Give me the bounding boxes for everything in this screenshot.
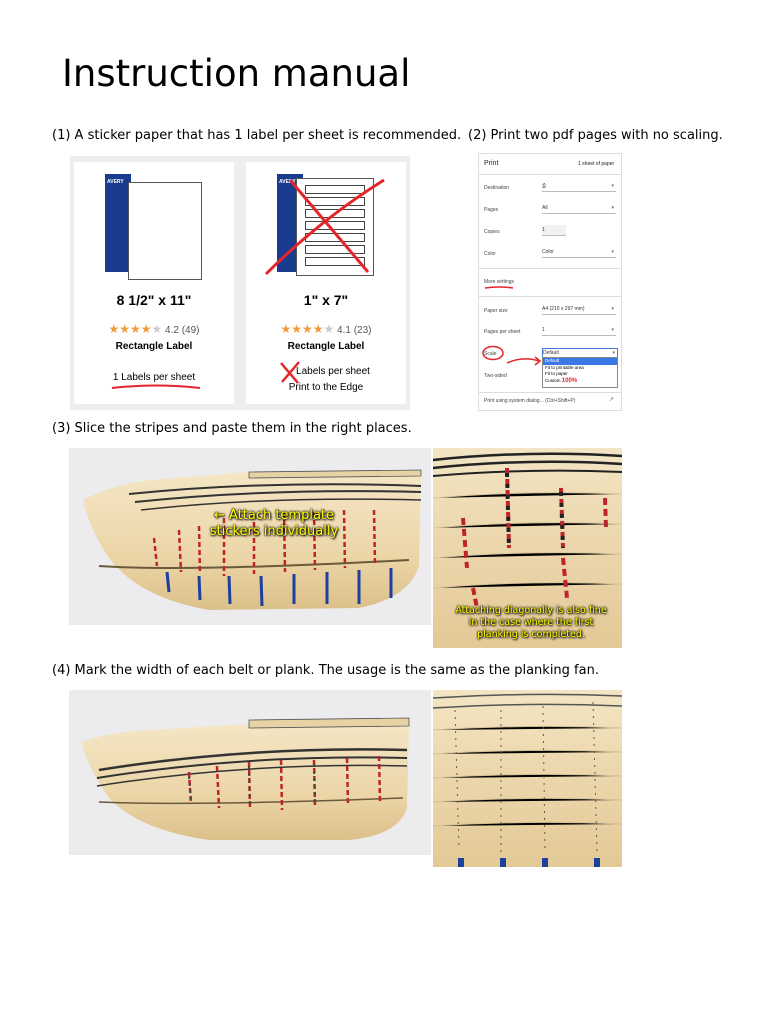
row-color-label: Color	[484, 251, 496, 257]
paper-size-select[interactable]: A4 (210 x 297 mm) ▾	[542, 304, 616, 315]
system-dialog-link[interactable]: Print using system dialog... (Ctrl+Shift+P)	[484, 398, 576, 404]
avery-logo: AVERY	[107, 179, 124, 185]
chevron-down-icon: ▾	[611, 249, 614, 255]
ship-hull-photo-2	[69, 690, 431, 855]
rating-star-empty: ★	[323, 322, 335, 336]
dropdown-option-default[interactable]: Default	[543, 358, 617, 365]
ship-hull-closeup-1	[433, 448, 622, 648]
red-underline	[110, 382, 202, 392]
copies-input[interactable]: 1	[542, 225, 566, 236]
chevron-down-icon: ▾	[612, 350, 615, 356]
product-name: Rectangle Label	[115, 341, 193, 352]
chevron-down-icon: ▾	[611, 205, 614, 211]
row-paper-size-label: Paper size	[484, 308, 508, 314]
print-to-edge: Print to the Edge	[288, 382, 364, 393]
chevron-down-icon: ▾	[611, 306, 614, 312]
dropdown-option-fit-paper[interactable]: Fit to paper	[545, 371, 568, 376]
product-size: 1" x 7"	[303, 292, 349, 308]
sticker-paper-figure	[70, 156, 410, 410]
pages-per-sheet-select[interactable]: 1 ▾	[542, 325, 616, 336]
step-4-text: (4) Mark the width of each belt or plank. The usage is the same as the planking fan.	[52, 663, 599, 678]
destination-select[interactable]: ⎙ ▾	[542, 181, 616, 192]
rating-stars: ★★★★	[108, 322, 152, 336]
chevron-down-icon: ▾	[611, 183, 614, 189]
row-pages-label: Pages	[484, 207, 499, 213]
step-3-text: (3) Slice the stripes and paste them in the right places.	[52, 421, 412, 436]
scale-select[interactable]: Default ▾	[542, 348, 618, 357]
red-circle-icon	[481, 345, 505, 361]
more-settings-toggle[interactable]: More settings	[484, 279, 515, 285]
attach-stickers-caption: ← Attach template stickers individually	[209, 508, 339, 539]
row-scale-label: Scale	[484, 351, 497, 357]
open-external-icon[interactable]: ↗	[609, 396, 615, 403]
row-copies-label: Copies	[484, 229, 500, 235]
custom-scale-value: 100%	[561, 377, 578, 384]
diagonal-caption: Attaching diagonally is also fine in the case where the first planking is completed.	[455, 605, 607, 640]
rating-star-empty: ★	[151, 322, 163, 336]
red-arrow-icon	[505, 353, 543, 367]
ship-hull-photo-1	[69, 448, 431, 625]
product-size: 8 1/2" x 11"	[116, 292, 192, 308]
row-destination-label: Destination	[484, 185, 510, 191]
label-sheet-full	[128, 182, 202, 280]
red-underline	[484, 285, 514, 291]
row-pages-per-sheet-label: Pages per sheet	[484, 329, 521, 335]
product-card-2	[246, 162, 406, 404]
page-title: Instruction manual	[62, 52, 411, 95]
dropdown-option-custom[interactable]: Custom 100%	[545, 377, 578, 384]
avery-logo: AVERY	[279, 179, 296, 185]
closeup-drawing	[433, 690, 622, 867]
labels-per-sheet: 1 Labels per sheet	[112, 372, 196, 383]
step-1-text: (1) A sticker paper that has 1 label per sheet is recommended.	[52, 128, 462, 143]
red-cross-icon	[260, 172, 390, 282]
product-rating: ★★★★★ 4.1 (23)	[280, 322, 372, 336]
product-name: Rectangle Label	[287, 341, 365, 352]
row-two-sided-label: Two-sided	[484, 373, 507, 379]
labels-per-sheet: Labels per sheet	[296, 366, 370, 377]
print-sheets: 1 sheet of paper	[578, 161, 615, 167]
chevron-down-icon: ▾	[611, 327, 614, 333]
ship-hull-drawing	[69, 690, 431, 855]
color-select[interactable]: Color ▾	[542, 247, 616, 258]
dropdown-option-fit-printable[interactable]: Fit to printable area	[545, 364, 584, 370]
print-panel-title: Print	[484, 160, 499, 167]
pages-select[interactable]: All ▾	[542, 203, 616, 214]
ship-hull-closeup-2	[433, 690, 622, 867]
product-card-1	[74, 162, 234, 404]
step-2-text: (2) Print two pdf pages with no scaling.	[468, 128, 723, 143]
scale-dropdown[interactable]	[542, 357, 618, 388]
product-rating: ★★★★★ 4.2 (49)	[108, 322, 200, 336]
rating-stars: ★★★★	[280, 322, 324, 336]
